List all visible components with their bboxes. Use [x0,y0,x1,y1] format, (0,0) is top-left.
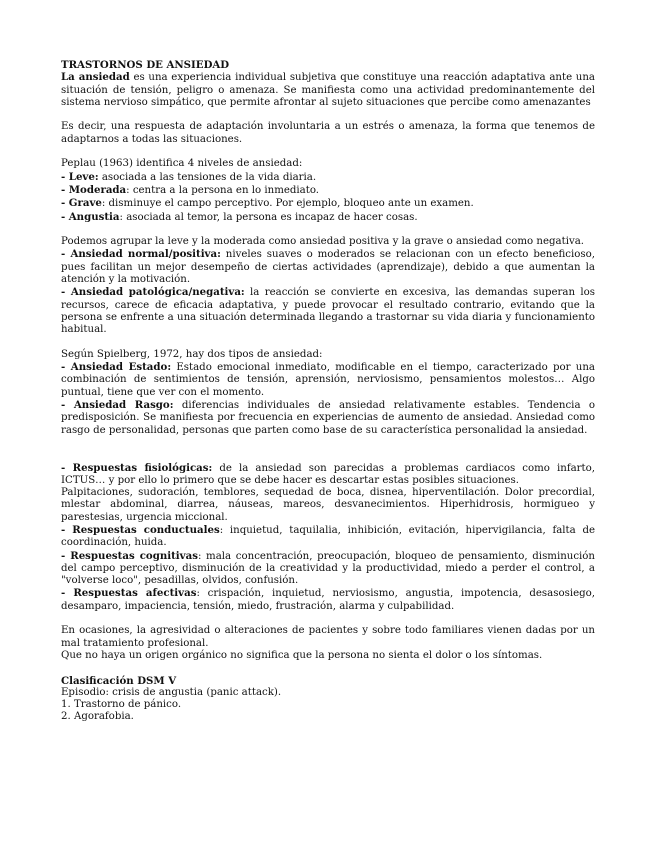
respuestas-text: : inquietud, taquilalia, inhibición, evitación, hipervigilancia, falta de coordinación, huida. [61,524,596,549]
respuestas-term: - Respuestas conductuales [61,523,220,536]
peplau-item-grave [61,197,595,210]
respuestas-text: : mala concentración, preocupación, bloqueo de pensamiento, disminución del campo perceptivo, disminución de la creatividad y la productividad, miedo a perder el control, a "volverse loco", pesadillas, olvidos, confusión. [61,550,595,587]
respuestas-term: - Respuestas cognitivas [61,549,198,562]
respuestas-palpitaciones: Palpitaciones, sudoración, temblores, sequedad de boca, disnea, hiperventilación. Dolor precordial, mlestar abdominal, diarrea, náuseas, mareos, desvanecimientos. Hiperhidrosis, hormigueo y parestesias, urgencia miccional. [61,487,595,523]
agrupar-term: - Ansiedad patológica/negativa: [61,286,245,299]
agrupar-item-positiva [61,248,595,286]
agrupar-text: niveles suaves o moderados se relacionan con un efecto beneficioso, pues facilitan un mejor desempeño de ciertas actividades (aprendizaje), debido a que aumentan la atención y la motivación. [61,249,595,286]
spielberg-term: - Ansiedad Rasgo: [61,399,174,412]
peplau-item-angustia [61,211,595,224]
agrupar-item-negativa [61,286,595,336]
dsm-line: Episodio: crisis de angustia (panic attack). [61,686,282,698]
respuestas-term: - Respuestas afectivas [61,587,197,600]
peplau-term: - Leve: [61,170,99,183]
peplau-text: : asociada al temor, la persona es incapaz de hacer cosas. [119,211,418,223]
document-title: TRASTORNOS DE ANSIEDAD [61,59,230,71]
organico-paragraph: Que no haya un origen orgánico no significa que la persona no sienta el dolor o los síntomas. [61,649,543,661]
spielberg-text: diferencias individuales de ansiedad relativamente estables. Tendencia o predisposición. Se manifiesta por frecuencia en experiencias de aumento de ansiedad. Ansiedad como rasgo de personalidad, personas que parten como base de su característica personalidad la ansiedad. [61,400,595,436]
spielberg-item-rasgo [61,399,595,437]
agrupar-text: la reacción se convierte en excesiva, las demandas superan los recursos, carece de eficacia adaptativa, y puede provocar el resultado contrario, evitando que la persona se enfrente a una situación determinada llegando a trastornar su vida diaria y funcionamiento habitual. [61,287,595,336]
spielberg-text: Estado emocional inmediato, modificable en el tiempo, caracterizado por una combinación de sentimientos de tensión, aprensión, nerviosismo, pensamientos molestos… Algo puntual, tiene que ver con el momento. [61,362,595,398]
spielberg-term: - Ansiedad Estado: [61,361,172,374]
respuestas-fisiologicas [61,462,595,488]
peplau-item-leve [61,171,595,184]
peplau-term: - Grave [61,197,102,210]
dsm-line: 2. Agorafobia. [61,711,134,723]
intro-text: es una experiencia individual subjetiva que constituye una reacción adaptativa ante una situación de tensión, peligro o amenaza. Se manifiesta como una actividad predominantemente del sistema nervioso simpático, que permite afrontar al sujeto situaciones que percibe como amenazantes [61,72,596,108]
spielberg-heading: Según Spielberg, 1972, hay dos tipos de ansiedad: [61,348,323,360]
peplau-heading: Peplau (1963) identifica 4 niveles de ansiedad: [61,158,303,170]
agrupar-heading: Podemos agrupar la leve y la moderada como ansiedad positiva y la grave o ansiedad como negativa. [61,236,585,248]
respuestas-conductuales [61,524,595,550]
respuestas-text: : crispación, inquietud, nerviosismo, angustia, impotencia, desasosiego, desamparo, impaciencia, tensión, miedo, frustración, alarma y culpabilidad. [61,588,595,612]
respuestas-afectivas [61,587,595,613]
intro-paragraph [61,71,595,109]
agrupar-term: - Ansiedad normal/positiva: [61,248,221,261]
spielberg-item-estado [61,361,595,399]
dsm-line: 1. Trastorno de pánico. [61,699,182,711]
dsm-heading: Clasificación DSM V [61,674,177,687]
peplau-text: : disminuye el campo perceptivo. Por ejemplo, bloqueo ante un examen. [101,198,474,210]
peplau-text: : centra a la persona en lo inmediato. [126,184,320,196]
es-decir-paragraph: Es decir, una respuesta de adaptación involuntaria a un estrés o amenaza, la forma que tenemos de adaptarnos a todas las situaciones. [61,121,595,145]
peplau-term: - Angustia [61,210,120,223]
respuestas-text: de la ansiedad son parecidas a problemas cardiacos como infarto, ICTUS… y por ello lo primero que se debe hacer es descartar estas posibles situaciones. [61,462,595,486]
ocasiones-paragraph: En ocasiones, la agresividad o alteraciones de pacientes y sobre todo familiares vienen dadas por un mal tratamiento profesional. [61,625,595,649]
peplau-item-moderada [61,184,595,197]
respuestas-cognitivas [61,550,595,588]
respuestas-term: - Respuestas fisiológicas: [61,461,213,474]
peplau-term: - Moderada [61,183,127,196]
intro-term: La ansiedad [61,71,130,84]
peplau-text: asociada a las tensiones de la vida diaria. [98,171,317,183]
